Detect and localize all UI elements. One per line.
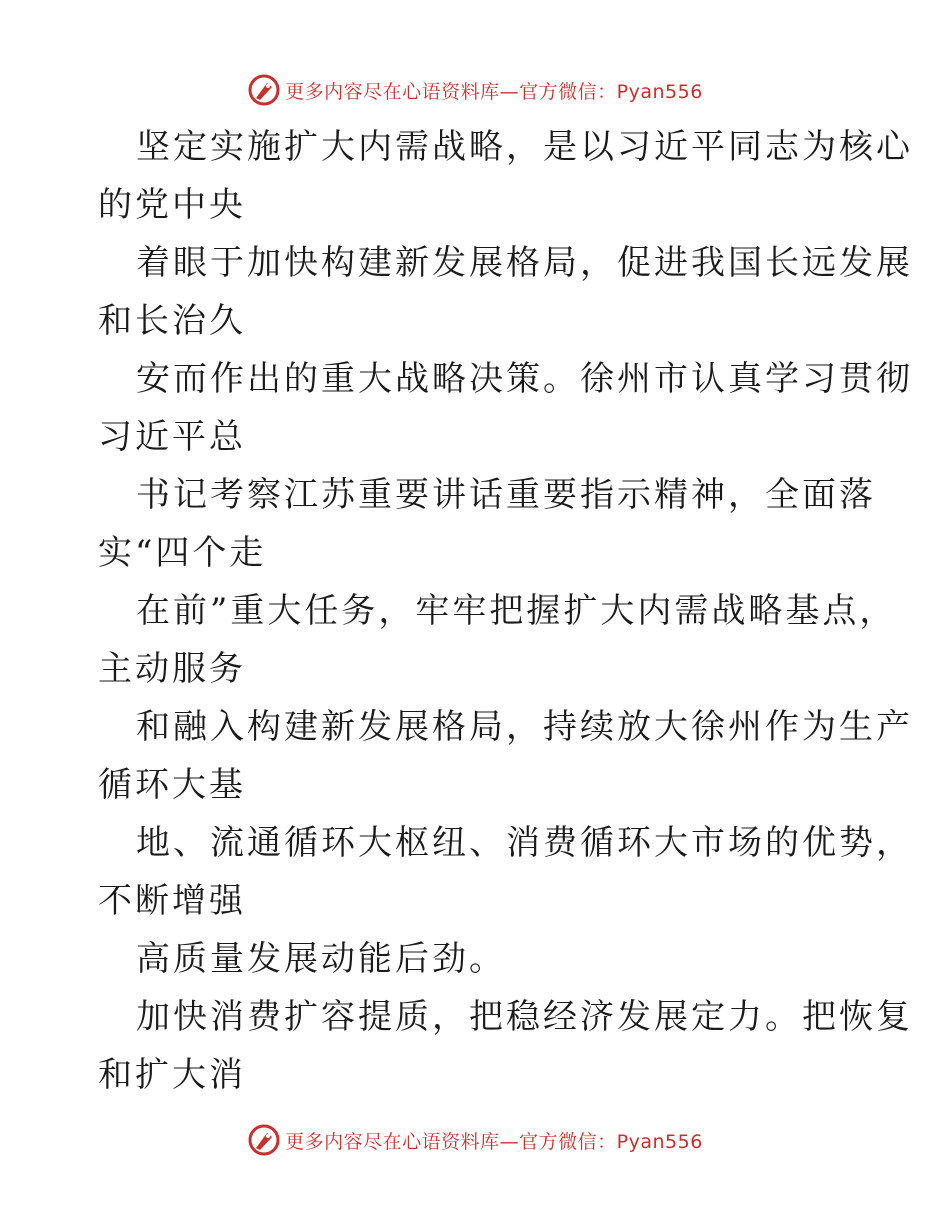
paragraph-line: 坚定实施扩大内需战略，是以习近平同志为核心 [136,127,913,167]
paragraph-line: 着眼于加快构建新发展格局，促进我国长远发展 [136,243,913,283]
paragraph-line: 实“四个走 [98,533,267,573]
pen-nib-logo-icon [247,1123,281,1157]
paragraph-line: 高质量发展动能后劲。 [136,939,506,979]
paragraph-line: 加快消费扩容提质，把稳经济发展定力。把恢复 [136,997,913,1037]
paragraph-line: 循环大基 [98,765,246,805]
paragraph-line: 不断增强 [98,881,246,921]
paragraph-line: 书记考察江苏重要讲话重要指示精神，全面落 [136,475,876,515]
paragraph-line: 和融入构建新发展格局，持续放大徐州作为生产 [136,707,913,747]
paragraph-line: 在前”重大任务，牢牢把握扩大内需战略基点， [136,591,897,631]
paragraph-line: 主动服务 [98,649,246,689]
footer-banner [0,1120,950,1160]
paragraph-line: 和扩大消 [98,1055,246,1095]
pen-nib-logo-icon [247,73,281,107]
paragraph-line: 地、流通循环大枢纽、消费循环大市场的优势， [136,823,913,863]
paragraph-line: 安而作出的重大战略决策。徐州市认真学习贯彻 [136,359,913,399]
paragraph-line: 习近平总 [98,417,246,457]
document-body [98,118,913,1104]
header-banner-text: 更多内容尽在心语资料库—官方微信：Pyan556 [285,80,703,103]
footer-banner-text: 更多内容尽在心语资料库—官方微信：Pyan556 [285,1130,703,1153]
header-banner [0,70,950,110]
paragraph-line: 和长治久 [98,301,246,341]
paragraph-line: 的党中央 [98,185,246,225]
